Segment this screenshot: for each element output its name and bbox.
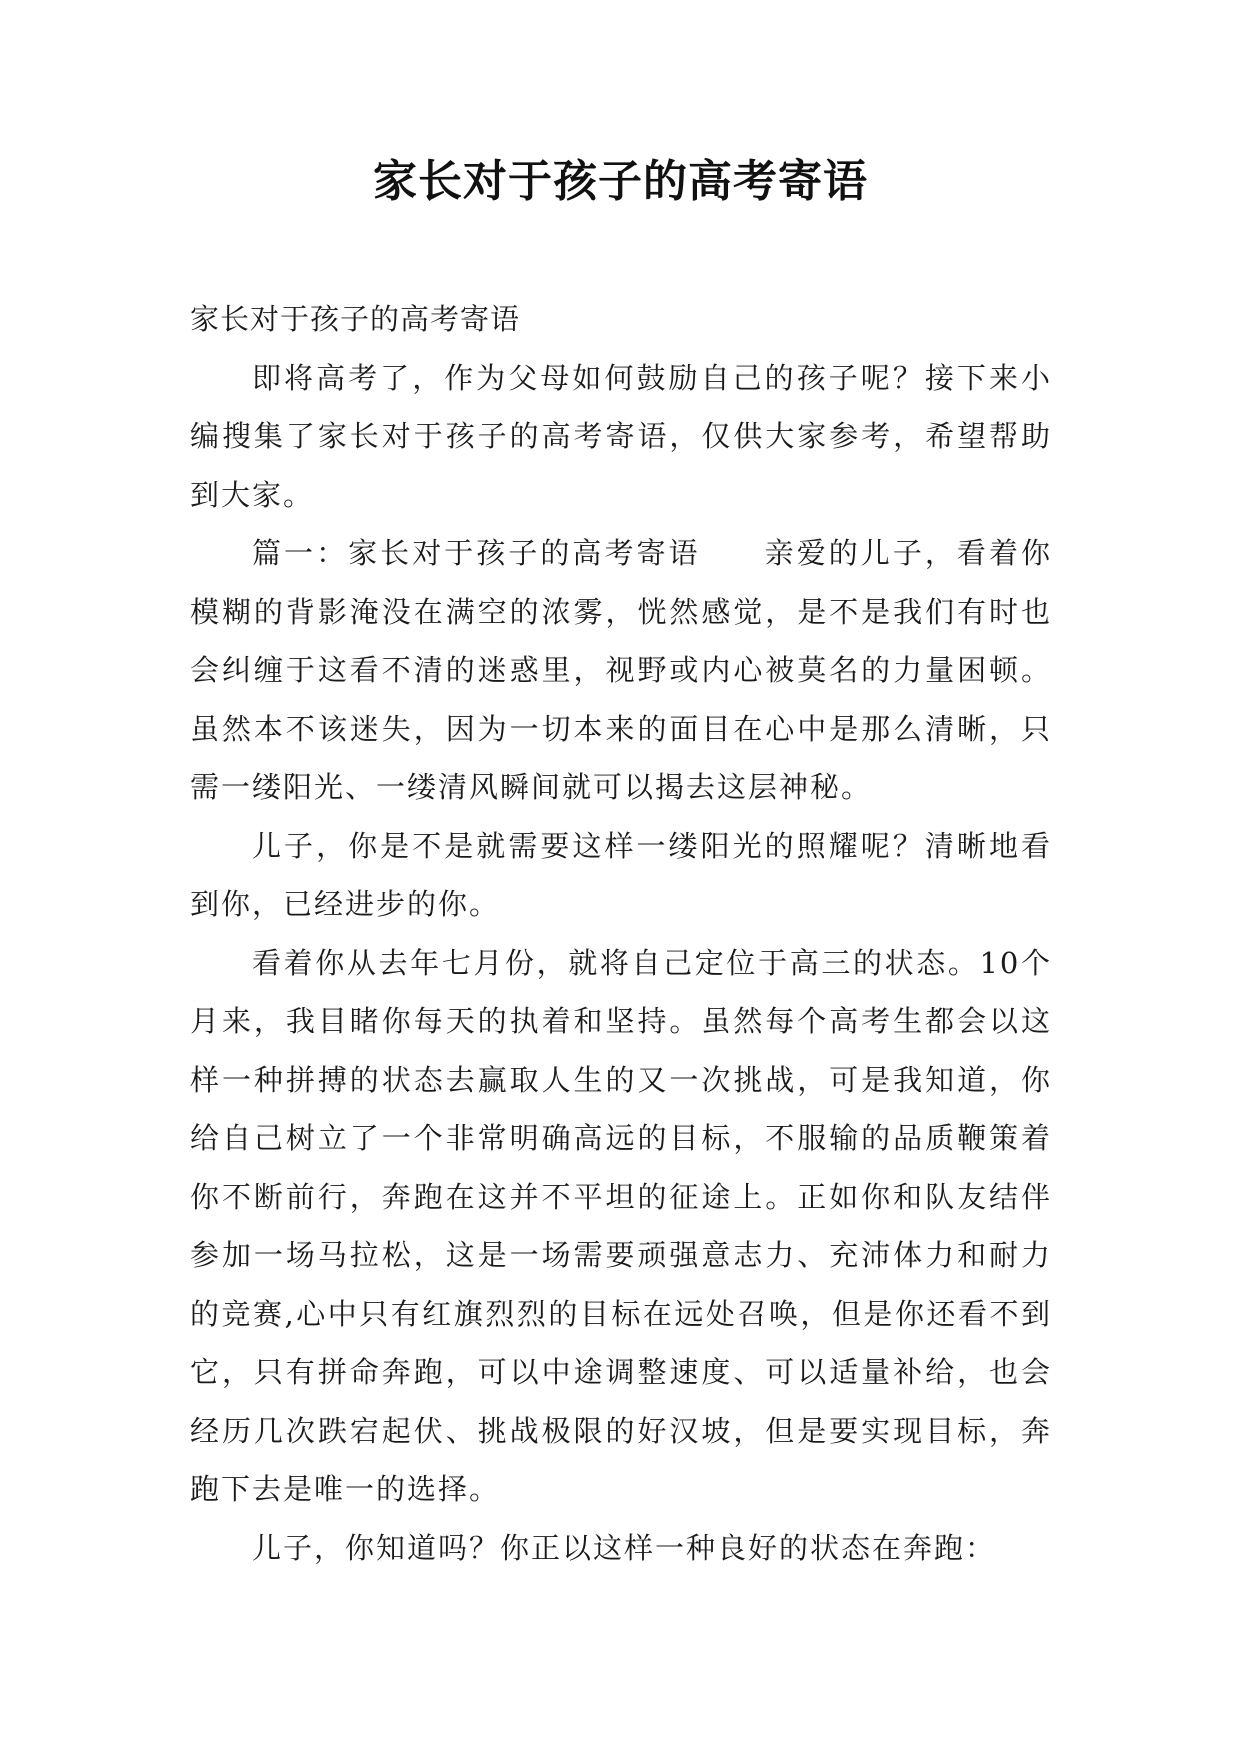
body-paragraph-sunlight: 儿子，你是不是就需要这样一缕阳光的照耀呢？清晰地看到你，已经进步的你。 [190, 828, 1052, 921]
document-title: 家长对于孩子的高考寄语 [373, 156, 868, 207]
intro-paragraph: 即将高考了，作为父母如何鼓励自己的孩子呢？接下来小编搜集了家长对于孩子的高考寄语，仅供大家参考，希望帮助到大家。 [190, 360, 1052, 512]
section-one-paragraph: 篇一：家长对于孩子的高考寄语 亲爱的儿子，看着你模糊的背影淹没在满空的浓雾，恍然感觉，是不是我们有时也会纠缠于这看不清的迷惑里，视野或内心被莫名的力量困顿。虽然本不该迷失，因为一切本来的面目在心中是那么清晰，只需一缕阳光、一缕清风瞬间就可以揭去这层神秘。 [190, 536, 1052, 804]
body-paragraph-running: 儿子，你知道吗？你正以这样一种良好的状态在奔跑： [252, 1530, 997, 1565]
subtitle-paragraph: 家长对于孩子的高考寄语 [190, 302, 521, 336]
body-paragraph-marathon: 看着你从去年七月份，就将自己定位于高三的状态。10个月来，我目睹你每天的执着和坚持。虽然每个高考生都会以这样一种拼搏的状态去赢取人生的又一次挑战，可是我知道，你给自己树立了一个非常明确高远的目标，不服输的品质鞭策着你不断前行，奔跑在这并不平坦的征途上。正如你和队友结伴参加一场马拉松，这是一场需要顽强意志力、充沛体力和耐力的竞赛,心中只有红旗烈烈的目标在远处召唤，但是你还看不到它，只有拼命奔跑，可以中途调整速度、可以适量补给，也会经历几次跌宕起伏、挑战极限的好汉坡，但是要实现目标，奔跑下去是唯一的选择。 [190, 945, 1052, 1506]
document-body [190, 290, 1052, 1577]
